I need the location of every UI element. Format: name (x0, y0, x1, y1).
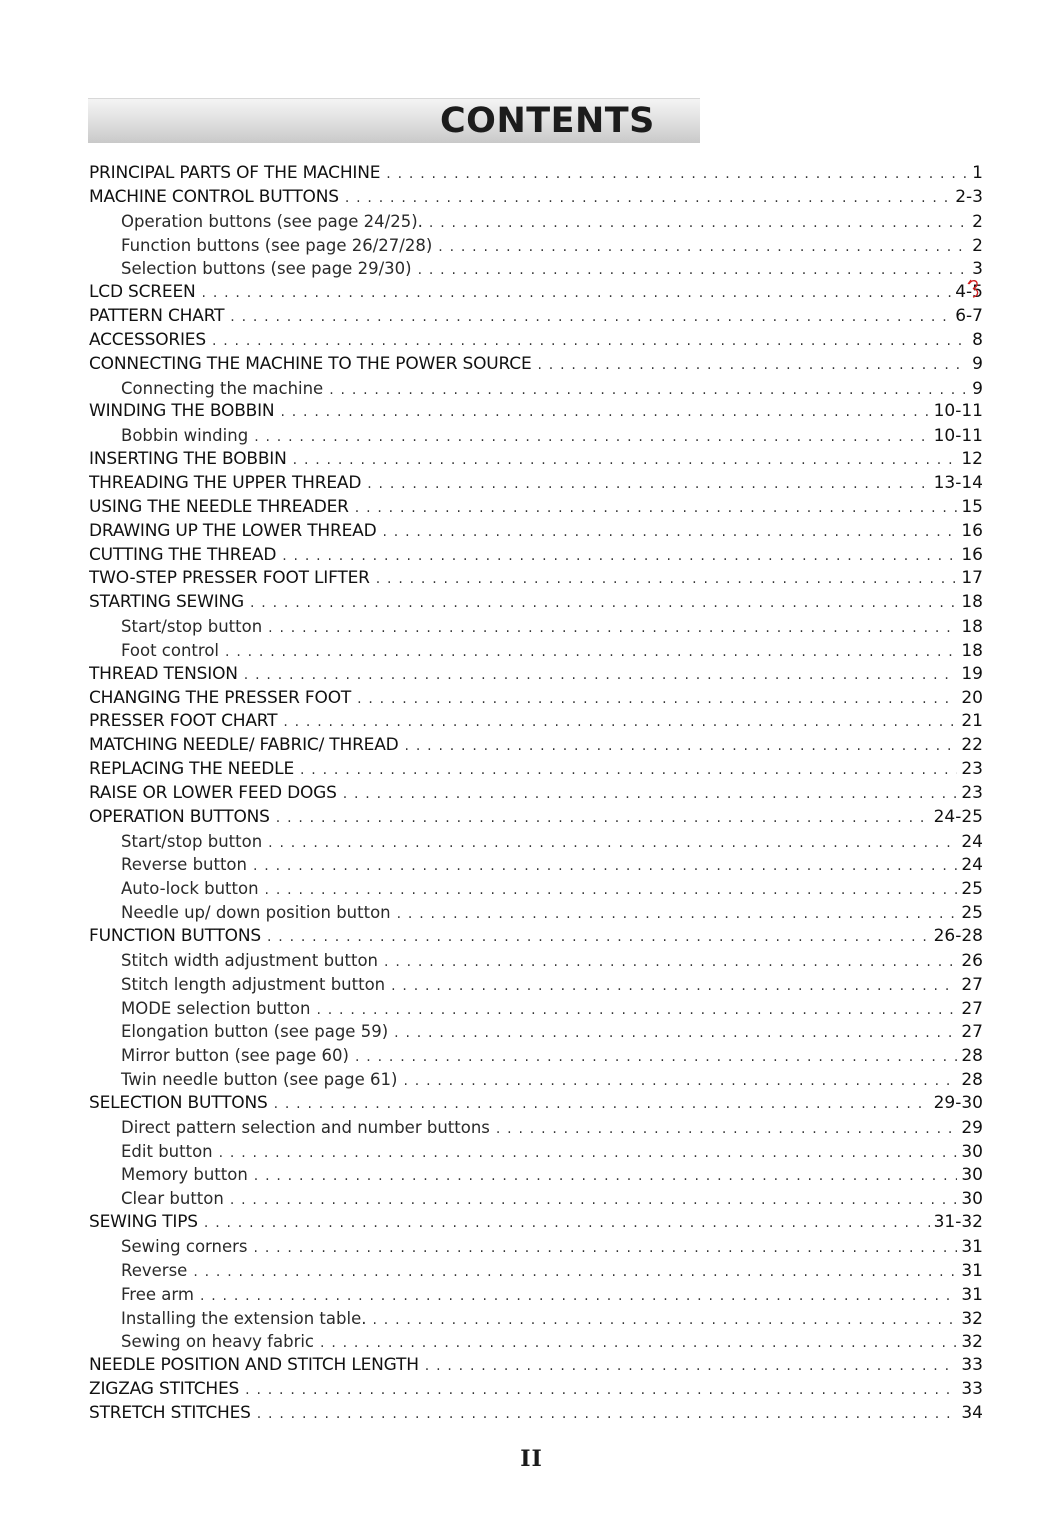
toc-entry[interactable] (89, 1211, 983, 1235)
toc-entry-label: MATCHING NEEDLE/ FABRIC/ THREAD (89, 735, 399, 756)
toc-entry-label: ACCESSORIES (89, 329, 206, 350)
dot-leader (300, 759, 957, 782)
toc-entry-page: 6-7 (955, 306, 983, 327)
toc-entry-page: 4-5 (955, 282, 983, 303)
toc-entry-page: 29-30 (933, 1092, 983, 1113)
dot-leader (357, 688, 957, 711)
dot-leader (276, 807, 930, 830)
toc-entry[interactable] (89, 758, 983, 782)
toc-entry-label: CUTTING THE THREAD (89, 544, 277, 565)
dot-leader (268, 832, 957, 854)
toc-subentry[interactable] (89, 1163, 983, 1187)
page-title: CONTENTS (440, 101, 655, 141)
dot-leader (418, 259, 969, 281)
dot-leader (267, 926, 930, 949)
toc-entry[interactable] (89, 710, 983, 734)
dot-leader (429, 212, 968, 234)
dot-leader (274, 1093, 930, 1116)
dot-leader (355, 1046, 957, 1068)
toc-entry-page: 24 (961, 831, 983, 852)
toc-entry-page: 19 (961, 663, 983, 684)
toc-entry-label: Start/stop button (121, 831, 263, 851)
toc-entry-label: Operation buttons (see page 24/25). (121, 211, 423, 231)
toc-entry-label: Needle up/ down position button (121, 903, 391, 923)
toc-entry-page: 2 (972, 235, 983, 256)
dot-leader (225, 641, 957, 663)
toc-subentry[interactable] (89, 973, 983, 997)
dot-leader (425, 1355, 958, 1378)
dot-leader (538, 354, 969, 377)
toc-entry-label: Selection buttons (see page 29/30) (121, 259, 412, 279)
toc-entry-page: 28 (961, 1070, 983, 1091)
dot-leader (320, 1332, 957, 1354)
toc-entry-page: 31 (961, 1284, 983, 1305)
toc-entry[interactable] (89, 400, 983, 424)
toc-entry-page: 30 (961, 1165, 983, 1186)
toc-entry-page: 27 (961, 998, 983, 1019)
toc-entry[interactable] (89, 1354, 983, 1378)
toc-entry-page: 32 (961, 1332, 983, 1353)
toc-entry[interactable] (89, 806, 983, 830)
toc-entry-page: 15 (961, 496, 983, 517)
toc-entry-page: 29 (961, 1117, 983, 1138)
toc-entry[interactable] (89, 281, 983, 305)
dot-leader (268, 617, 957, 639)
table-of-contents (89, 162, 983, 1426)
toc-entry-label: Sewing corners (121, 1236, 248, 1256)
toc-subentry[interactable] (89, 1116, 983, 1140)
toc-entry-page: 31-32 (933, 1212, 983, 1233)
toc-entry-page: 2 (972, 211, 983, 232)
dot-leader (254, 426, 929, 448)
toc-entry[interactable] (89, 448, 983, 472)
toc-entry-label: Memory button (121, 1165, 248, 1185)
toc-entry-page: 31 (961, 1260, 983, 1281)
dot-leader (219, 1142, 958, 1164)
toc-entry[interactable] (89, 305, 983, 329)
toc-entry-label: Stitch width adjustment button (121, 950, 379, 970)
toc-entry-page: 16 (961, 544, 983, 565)
dot-leader (230, 306, 951, 329)
toc-subentry[interactable] (89, 1307, 983, 1331)
toc-entry-page: 18 (961, 592, 983, 613)
toc-entry[interactable] (89, 567, 983, 591)
toc-entry-page: 23 (961, 759, 983, 780)
toc-entry-label: OPERATION BUTTONS (89, 806, 270, 827)
dot-leader (245, 1379, 957, 1402)
dot-leader (384, 951, 957, 973)
toc-subentry[interactable] (89, 1068, 983, 1092)
toc-entry-label: Stitch length adjustment button (121, 974, 386, 994)
toc-entry-label: RAISE OR LOWER FEED DOGS (89, 782, 337, 803)
toc-entry-label: STRETCH STITCHES (89, 1402, 251, 1423)
toc-entry-page: 23 (961, 782, 983, 803)
dot-leader (293, 449, 958, 472)
toc-entry-label: Installing the extension table. (121, 1308, 367, 1328)
toc-entry[interactable] (89, 353, 983, 377)
dot-leader (372, 1309, 957, 1331)
dot-leader (202, 282, 952, 305)
toc-subentry[interactable] (89, 830, 983, 854)
toc-entry-label: Mirror button (see page 60) (121, 1046, 349, 1066)
dot-leader (280, 401, 929, 424)
toc-entry-label: Twin needle button (see page 61) (121, 1070, 398, 1090)
dot-leader (254, 1165, 958, 1187)
toc-entry-label: Bobbin winding (121, 426, 249, 446)
toc-subentry[interactable] (89, 1020, 983, 1044)
toc-subentry[interactable] (89, 639, 983, 663)
toc-entry[interactable] (89, 782, 983, 806)
toc-entry[interactable] (89, 687, 983, 711)
toc-entry-label: Reverse button (121, 855, 247, 875)
toc-entry-label: SEWING TIPS (89, 1212, 198, 1233)
toc-entry-page: 1 (972, 163, 983, 183)
toc-entry-page: 25 (961, 879, 983, 900)
toc-entry-label: NEEDLE POSITION AND STITCH LENGTH (89, 1355, 419, 1376)
toc-entry-label: Elongation button (see page 59) (121, 1022, 389, 1042)
toc-subentry[interactable] (89, 210, 983, 234)
toc-entry[interactable] (89, 663, 983, 687)
dot-leader (343, 783, 958, 806)
dot-leader (383, 521, 958, 544)
dot-leader (367, 473, 929, 496)
toc-entry[interactable] (89, 186, 983, 210)
toc-entry-page: 32 (961, 1308, 983, 1329)
toc-subentry[interactable] (89, 1259, 983, 1283)
toc-entry-label: Clear button (121, 1189, 224, 1209)
toc-entry-page: 33 (961, 1379, 983, 1400)
toc-entry-label: LCD SCREEN (89, 282, 196, 303)
toc-entry-label: FUNCTION BUTTONS (89, 926, 261, 946)
dot-leader (250, 592, 957, 615)
toc-subentry[interactable] (89, 234, 983, 258)
toc-entry-label: THREADING THE UPPER THREAD (89, 472, 362, 493)
toc-entry-label: REPLACING THE NEEDLE (89, 759, 294, 780)
toc-entry-page: 31 (961, 1236, 983, 1257)
dot-leader (265, 879, 958, 901)
dot-leader (376, 568, 958, 591)
toc-entry-page: 30 (961, 1141, 983, 1162)
toc-subentry[interactable] (89, 1140, 983, 1164)
toc-entry-page: 18 (961, 617, 983, 638)
dot-leader (230, 1189, 958, 1211)
toc-entry-page: 13-14 (933, 472, 983, 493)
dot-leader (391, 975, 957, 997)
dot-leader (316, 999, 957, 1021)
toc-subentry[interactable] (89, 877, 983, 901)
toc-subentry[interactable] (89, 377, 983, 401)
toc-entry-page: 25 (961, 903, 983, 924)
dot-leader (438, 236, 968, 258)
toc-entry-label: Connecting the machine (121, 378, 324, 398)
dot-leader (394, 1022, 957, 1044)
toc-entry-page: 17 (961, 568, 983, 589)
toc-entry-page: 21 (961, 711, 983, 732)
toc-subentry[interactable] (89, 853, 983, 877)
toc-subentry[interactable] (89, 1187, 983, 1211)
toc-entry-label: Free arm (121, 1284, 194, 1304)
dot-leader (257, 1403, 958, 1426)
dot-leader (397, 903, 958, 925)
toc-subentry[interactable] (89, 1283, 983, 1307)
toc-entry-label: DRAWING UP THE LOWER THREAD (89, 520, 377, 541)
toc-entry-page: 3 (972, 259, 983, 280)
toc-entry-label: CONNECTING THE MACHINE TO THE POWER SOURCE (89, 353, 532, 374)
dot-leader (355, 497, 958, 520)
dot-leader (283, 711, 957, 734)
toc-entry[interactable] (89, 472, 983, 496)
toc-entry-page: 9 (972, 353, 983, 374)
toc-entry-label: PRESSER FOOT CHART (89, 711, 278, 732)
toc-entry[interactable] (89, 162, 983, 186)
toc-entry[interactable] (89, 496, 983, 520)
toc-entry-label: WINDING THE BOBBIN (89, 401, 275, 422)
toc-entry-label: SELECTION BUTTONS (89, 1092, 268, 1113)
toc-entry-page: 28 (961, 1046, 983, 1067)
toc-entry-page: 34 (961, 1402, 983, 1423)
dot-leader (204, 1212, 930, 1235)
toc-entry[interactable] (89, 544, 983, 568)
toc-entry-page: 10-11 (933, 401, 983, 422)
toc-subentry[interactable] (89, 1235, 983, 1259)
toc-entry-page: 2-3 (955, 186, 983, 207)
toc-entry-label: THREAD TENSION (89, 663, 238, 684)
toc-entry[interactable] (89, 591, 983, 615)
toc-entry-page: 27 (961, 1022, 983, 1043)
toc-entry[interactable] (89, 329, 983, 353)
dot-leader (200, 1285, 957, 1307)
toc-entry-page: 12 (961, 449, 983, 470)
toc-entry[interactable] (89, 1092, 983, 1116)
toc-entry-label: Sewing on heavy fabric (121, 1332, 315, 1352)
toc-entry-page: 18 (961, 640, 983, 661)
toc-entry-label: PRINCIPAL PARTS OF THE MACHINE (89, 163, 381, 183)
toc-entry-page: 26 (961, 950, 983, 971)
toc-subentry[interactable] (89, 949, 983, 973)
toc-entry-page: 20 (961, 687, 983, 708)
toc-entry[interactable] (89, 734, 983, 758)
toc-entry[interactable] (89, 1378, 983, 1402)
dot-leader (403, 1070, 957, 1092)
toc-entry-label: PATTERN CHART (89, 306, 225, 327)
toc-entry-page: 30 (961, 1189, 983, 1210)
toc-entry-label: USING THE NEEDLE THREADER (89, 496, 349, 517)
dot-leader (193, 1261, 957, 1283)
toc-subentry[interactable] (89, 1330, 983, 1354)
toc-entry-page: 9 (972, 378, 983, 399)
toc-entry-label: Edit button (121, 1141, 213, 1161)
toc-entry-label: Auto-lock button (121, 879, 259, 899)
dot-leader (496, 1118, 957, 1140)
toc-entry-label: CHANGING THE PRESSER FOOT (89, 687, 352, 708)
toc-entry-label: Reverse (121, 1260, 188, 1280)
dot-leader (386, 163, 968, 186)
toc-entry-label: STARTING SEWING (89, 592, 244, 613)
red-correction-mark (966, 278, 982, 300)
dot-leader (254, 1237, 958, 1259)
toc-entry-label: MODE selection button (121, 998, 311, 1018)
dot-leader (244, 664, 958, 687)
dot-leader (345, 187, 951, 210)
toc-entry-page: 24 (961, 855, 983, 876)
toc-entry-page: 8 (972, 329, 983, 350)
toc-entry-label: Function buttons (see page 26/27/28) (121, 235, 433, 255)
toc-entry-page: 22 (961, 735, 983, 756)
toc-subentry[interactable] (89, 424, 983, 448)
toc-subentry[interactable] (89, 615, 983, 639)
toc-entry-page: 26-28 (933, 926, 983, 946)
dot-leader (212, 330, 968, 353)
toc-entry-label: Start/stop button (121, 617, 263, 637)
toc-subentry[interactable] (89, 1044, 983, 1068)
toc-subentry[interactable] (89, 257, 983, 281)
toc-entry[interactable] (89, 925, 983, 949)
toc-entry-page: 27 (961, 974, 983, 995)
toc-entry-page: 10-11 (933, 426, 983, 447)
toc-entry-label: Foot control (121, 640, 220, 660)
toc-entry[interactable] (89, 1402, 983, 1426)
toc-subentry[interactable] (89, 901, 983, 925)
toc-entry-label: INSERTING THE BOBBIN (89, 449, 287, 470)
toc-entry-label: MACHINE CONTROL BUTTONS (89, 186, 339, 207)
page-number: II (520, 1446, 543, 1472)
dot-leader (282, 545, 957, 568)
toc-entry-label: ZIGZAG STITCHES (89, 1379, 240, 1400)
toc-entry[interactable] (89, 520, 983, 544)
toc-entry-page: 16 (961, 520, 983, 541)
toc-entry-label: Direct pattern selection and number buttons (121, 1117, 490, 1137)
toc-subentry[interactable] (89, 997, 983, 1021)
dot-leader (253, 855, 957, 877)
toc-entry-label: TWO-STEP PRESSER FOOT LIFTER (89, 568, 370, 589)
toc-entry-page: 33 (961, 1355, 983, 1376)
dot-leader (329, 379, 968, 401)
toc-entry-page: 24-25 (933, 806, 983, 827)
dot-leader (405, 735, 958, 758)
